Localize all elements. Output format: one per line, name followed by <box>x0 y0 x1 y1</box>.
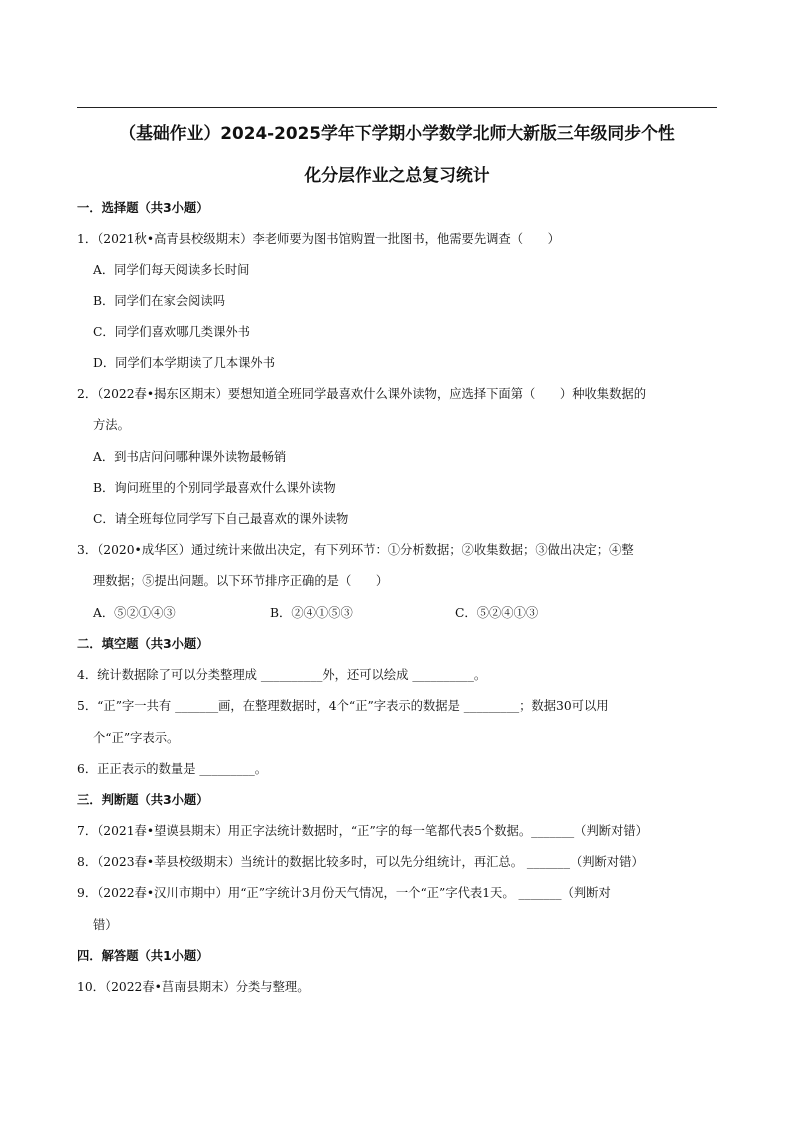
question-2-option-c: C．请全班每位同学写下自己最喜欢的课外读物 <box>93 512 349 526</box>
question-1-option-b: B．同学们在家会阅读吗 <box>93 294 226 308</box>
question-2-stem-line2: 方法。 <box>93 418 130 432</box>
question-10-text: 10．（2022春•莒南县期末）分类与整理。 <box>77 980 310 994</box>
question-6-text: 6．正正表示的数量是 _________。 <box>77 762 268 776</box>
question-3-option-c: C．⑤②④①③ <box>455 606 539 620</box>
question-3-stem-line1: 3．（2020•成华区）通过统计来做出决定，有下列环节：①分析数据；②收集数据；③做出决定；④整 <box>77 543 634 557</box>
question-3-option-b: B．②④①⑤③ <box>270 606 353 620</box>
question-1-option-d: D．同学们本学期读了几本课外书 <box>93 356 276 370</box>
question-5-line2: 个“正”字表示。 <box>93 731 180 745</box>
question-2-option-b: B．询问班里的个别同学最喜欢什么课外读物 <box>93 481 336 495</box>
question-2-stem-line1: 2．（2022春•揭东区期末）要想知道全班同学最喜欢什么课外读物，应选择下面第（ ）种收集数据的 <box>77 387 646 401</box>
page-title-line1: （基础作业）2024-2025学年下学期小学数学北师大新版三年级同步个性 <box>119 123 675 143</box>
question-7-text: 7．（2021春•望谟县期末）用正字法统计数据时，“正”字的每一笔都代表5个数据。_______（判断对错） <box>77 824 648 838</box>
question-1-stem: 1．（2021秋•高青县校级期末）李老师要为图书馆购置一批图书，他需要先调查（ ） <box>77 232 560 246</box>
section-heading-judge: 三．判断题（共3小题） <box>77 793 209 807</box>
page-title-line2: 化分层作业之总复习统计 <box>304 165 490 185</box>
section-heading-fill: 二．填空题（共3小题） <box>77 637 209 651</box>
question-1-option-a: A．同学们每天阅读多长时间 <box>93 263 250 277</box>
question-2-option-a: A．到书店问问哪种课外读物最畅销 <box>93 450 287 464</box>
section-heading-answer: 四．解答题（共1小题） <box>77 949 209 963</box>
question-3-stem-line2: 理数据；⑤提出问题。以下环节排序正确的是（ ） <box>93 574 389 588</box>
question-3-option-a: A．⑤②①④③ <box>93 606 176 620</box>
question-1-option-c: C．同学们喜欢哪几类课外书 <box>93 325 250 339</box>
question-8-text: 8．（2023春•莘县校级期末）当统计的数据比较多时，可以先分组统计，再汇总。 _______（判断对错） <box>77 855 644 869</box>
question-4-text: 4．统计数据除了可以分类整理成 __________外，还可以绘成 __________。 <box>77 668 487 682</box>
question-9-line2: 错） <box>93 918 118 932</box>
question-5-line1: 5．“正”字一共有 _______画，在整理数据时，4个“正”字表示的数据是 _________；数据30可以用 <box>77 699 609 713</box>
question-9-line1: 9．（2022春•汉川市期中）用“正”字统计3月份天气情况，一个“正”字代表1天。 _______（判断对 <box>77 886 611 900</box>
header-rule <box>77 107 717 108</box>
section-heading-choice: 一．选择题（共3小题） <box>77 201 209 215</box>
